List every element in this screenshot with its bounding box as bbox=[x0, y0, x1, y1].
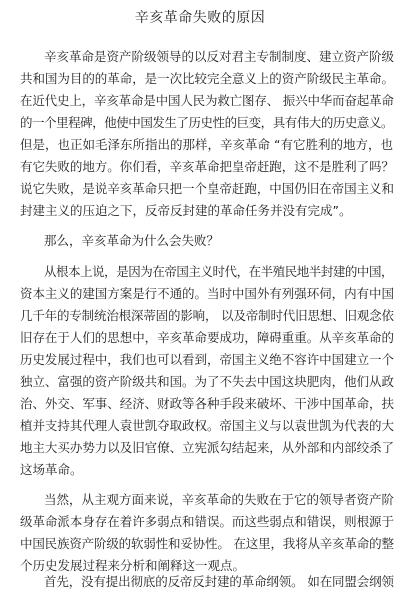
paragraph-3-line-8: 植并支持其代理人袁世凯夺取政权。帝国主义与以袁世凯为代表的大 bbox=[20, 418, 394, 433]
paragraph-3-line-10: 这场革命。 bbox=[20, 462, 83, 477]
page-title: 辛亥革命失败的原因 bbox=[134, 10, 266, 26]
paragraph-1-line-7: 说它失败，是说辛亥革命只把一个皇帝赶跑，中国仍旧在帝国主义和 bbox=[20, 181, 394, 196]
paragraph-3-line-5: 历史发展过程中，我们也可以看到，帝国主义绝不容许中国建立一个 bbox=[20, 352, 394, 367]
paragraph-4-line-1: 当然，从主观方面来说，辛亥革命的失败在于它的领导者资产阶 bbox=[44, 492, 395, 507]
paragraph-4-line-2: 级革命派本身存在着许多弱点和错误。而这些弱点和错误，则根源于 bbox=[20, 514, 394, 529]
paragraph-1-line-8: 封建主义的压迫之下，反帝反封建的革命任务并没有完成”。 bbox=[20, 203, 352, 218]
paragraph-2-line-1: 那么，辛亥革命为什么会失败？ bbox=[44, 233, 220, 248]
paragraph-1-line-5: 但是，也正如毛泽东所指出的那样，辛亥革命 “有它胜利的地方，也 bbox=[20, 137, 393, 152]
paragraph-1-line-4: 的一个里程碑，他使中国发生了历史性的巨变，具有伟大的历史意义。 bbox=[20, 115, 394, 130]
paragraph-3-line-3: 几千年的专制统治根深蒂固的影响， 以及帝制时代旧思想、旧观念依 bbox=[20, 308, 394, 323]
paragraph-1-line-6: 有它失败的地方。你们看，辛亥革命把皇帝赶跑，这不是胜利了吗？ bbox=[20, 159, 394, 174]
paragraph-3-line-2: 资本主义的建国方案是行不通的。当时中国外有列强环伺，内有中国 bbox=[20, 286, 394, 301]
paragraph-3-line-7: 治、外交、军事、经济、财政等各种手段来破坏、干涉中国革命，扶 bbox=[20, 396, 394, 411]
paragraph-3-line-6: 独立、富强的资产阶级共和国。为了不失去中国这块肥肉，他们从政 bbox=[20, 374, 394, 389]
paragraph-3-line-9: 地主大买办势力以及旧官僚、立宪派勾结起来，从外部和内部绞杀了 bbox=[20, 440, 394, 455]
paragraph-4-line-4: 个历史发展过程来分析和阐释这一观点。 bbox=[20, 558, 246, 573]
paragraph-1-line-2: 共和国为目的的革命，是一次比较完全意义上的资产阶级民主革命。 bbox=[20, 71, 394, 86]
paragraph-3-line-4: 旧存在于人们的思想中，辛亥革命要成功，障碍重重。从辛亥革命的 bbox=[20, 330, 394, 345]
paragraph-1-line-3: 在近代史上，辛亥革命是中国人民为救亡图存、 振兴中华而奋起革命 bbox=[20, 93, 394, 108]
paragraph-5-line-1: 首先，没有提出彻底的反帝反封建的革命纲领。 如在同盟会纲领 bbox=[44, 574, 394, 589]
paragraph-4-line-3: 中国民族资产阶级的软弱性和妥协性。 在这里，我将从辛亥革命的整 bbox=[20, 536, 394, 551]
paragraph-3-line-1: 从根本上说，是因为在帝国主义时代，在半殖民地半封建的中国， bbox=[44, 264, 394, 279]
paragraph-1-line-1: 辛亥革命是资产阶级领导的以反对君主专制制度、建立资产阶级 bbox=[44, 49, 395, 64]
